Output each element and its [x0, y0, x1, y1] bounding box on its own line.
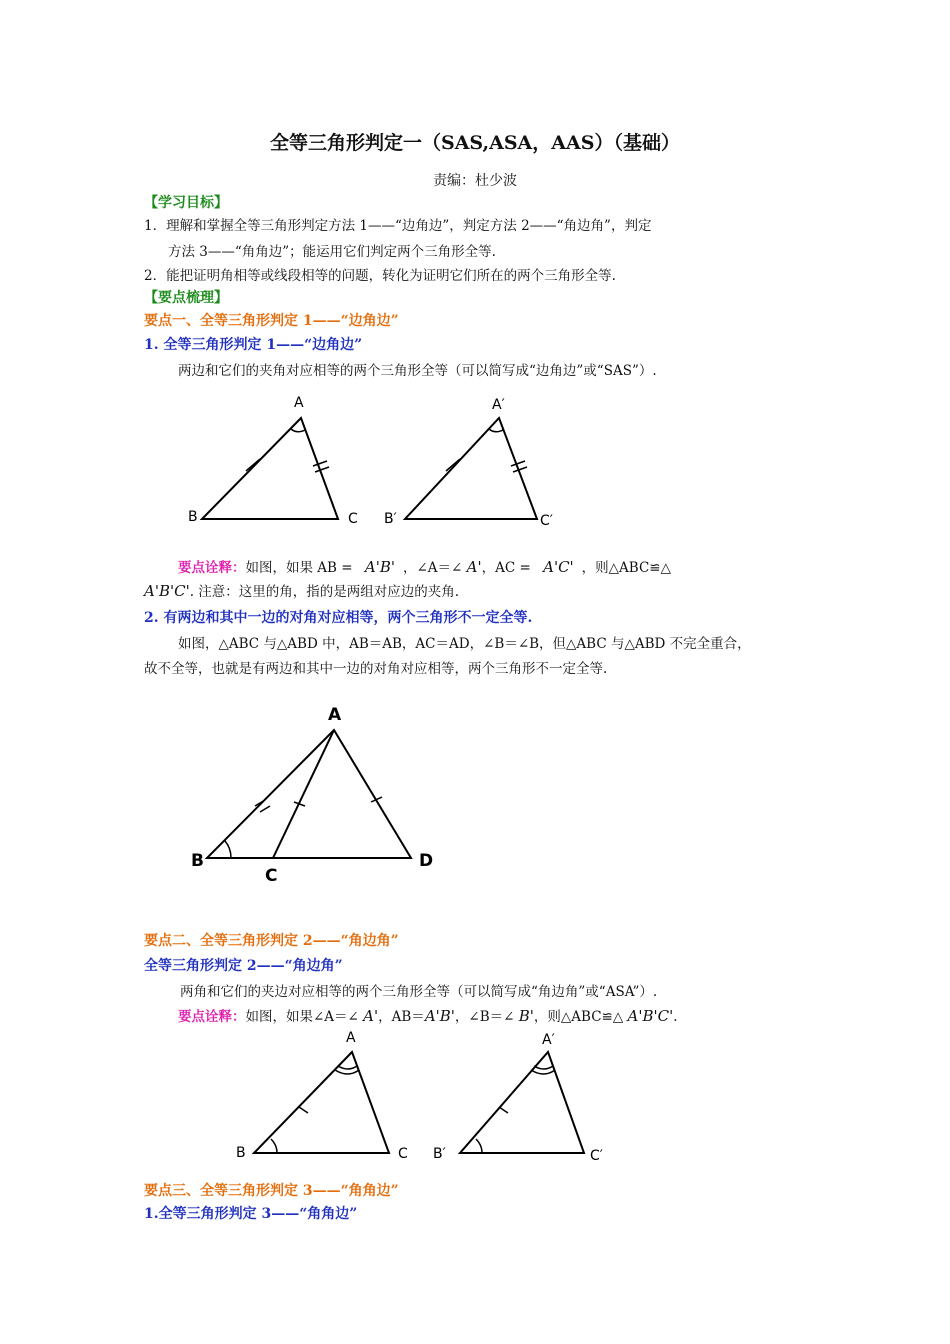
triangle-a-prime-b-prime-c-prime	[405, 418, 537, 519]
point2-description: 两角和它们的夹边对应相等的两个三角形全等（可以简写成“角边角”或“ASA”）.	[180, 984, 658, 1000]
math-ab: A'B'	[424, 1007, 455, 1025]
ssa-figure	[185, 698, 445, 888]
label-d: D	[419, 851, 434, 871]
goal-2: 2．能把证明角相等或线段相等的问题，转化为证明它们所在的两个三角形全等.	[144, 268, 616, 284]
point1-desc2-line-1: 如图，△ABC 与△ABD 中，AB＝AB，AC＝AD，∠B＝∠B，但△ABC 与△ABD 不完全重合，	[178, 636, 751, 652]
editor-line: 责编：杜少波	[433, 173, 517, 189]
asa-figure	[228, 1025, 618, 1165]
label-b: B	[191, 851, 204, 871]
page-title: 全等三角形判定一（SAS,ASA，AAS）（基础）	[269, 132, 681, 154]
label-a-prime: A′	[542, 1032, 555, 1048]
note-label: 要点诠释：	[178, 1009, 246, 1025]
label-a: A	[328, 705, 342, 725]
point3-sub: 1.全等三角形判定 3——“角角边”	[144, 1206, 358, 1222]
note-text-c: ，∠B＝∠	[454, 1009, 515, 1025]
math-a: A'	[466, 558, 482, 576]
label-c: C	[265, 866, 278, 886]
point1-desc2-line-2: 故不全等，也就是有两边和其中一边的对角对应相等，两个三角形不一定全等.	[144, 661, 608, 677]
goal-1-line-1: 1．理解和掌握全等三角形判定方法 1——“边角边”，判定方法 2——“角边角”，判定	[144, 218, 652, 234]
math-abc: A'B'C'	[144, 582, 190, 600]
point1-sub1: 1. 全等三角形判定 1——“边角边”	[144, 337, 363, 353]
note-text-d: ，则△ABC≌△	[581, 560, 671, 576]
point2-sub: 全等三角形判定 2——“角边角”	[144, 958, 343, 974]
label-a: A	[346, 1030, 356, 1046]
note-text-b: ，∠A＝∠	[402, 560, 463, 576]
point3-heading: 要点三、全等三角形判定 3——“角角边”	[144, 1183, 399, 1199]
label-c-prime: C′	[590, 1148, 603, 1164]
label-b: B	[188, 509, 198, 525]
note-text-e: . 注意：这里的角，指的是两组对应边的夹角.	[189, 584, 460, 600]
point1-sub2: 2. 有两边和其中一边的对角对应相等，两个三角形不一定全等.	[144, 610, 533, 626]
math-b: B'	[518, 1007, 534, 1025]
note-text-c: ，AC =	[481, 560, 531, 576]
math-ab: A'B'	[364, 558, 395, 576]
note-text-b: ，AB＝	[378, 1009, 425, 1025]
triangle-abc	[202, 418, 338, 519]
math-abc: A'B'C'	[627, 1007, 674, 1025]
label-c-prime: C′	[540, 513, 553, 529]
label-b: B	[236, 1145, 246, 1161]
goal-1-line-2: 方法 3——“角角边”；能运用它们判定两个三角形全等.	[168, 244, 496, 260]
label-a-prime: A′	[492, 397, 505, 413]
note-text-d: ，则△ABC≌△	[533, 1009, 624, 1025]
point1-note-line-1	[178, 556, 671, 576]
sas-figure	[170, 385, 590, 535]
note-text-e: .	[673, 1009, 678, 1025]
points-heading: 【要点梳理】	[144, 290, 228, 306]
goals-heading: 【学习目标】	[144, 195, 228, 211]
label-c: C	[348, 511, 358, 527]
point2-note	[178, 1005, 678, 1025]
point2-heading: 要点二、全等三角形判定 2——“角边角”	[144, 933, 399, 949]
label-c: C	[398, 1146, 408, 1162]
point1-note-line-2	[144, 580, 459, 600]
point1-description: 两边和它们的夹角对应相等的两个三角形全等（可以简写成“边角边”或“SAS”）.	[178, 363, 657, 379]
point1-heading: 要点一、全等三角形判定 1——“边角边”	[144, 313, 399, 329]
note-text-a: 如图，如果∠A＝∠	[245, 1009, 359, 1025]
math-ac: A'C'	[543, 558, 574, 576]
label-a: A	[294, 395, 304, 411]
label-b-prime: B′	[433, 1146, 446, 1162]
label-b-prime: B′	[384, 511, 397, 527]
math-a: A'	[363, 1007, 379, 1025]
note-label: 要点诠释：	[178, 560, 246, 576]
note-text-a: 如图，如果 AB =	[245, 560, 353, 576]
